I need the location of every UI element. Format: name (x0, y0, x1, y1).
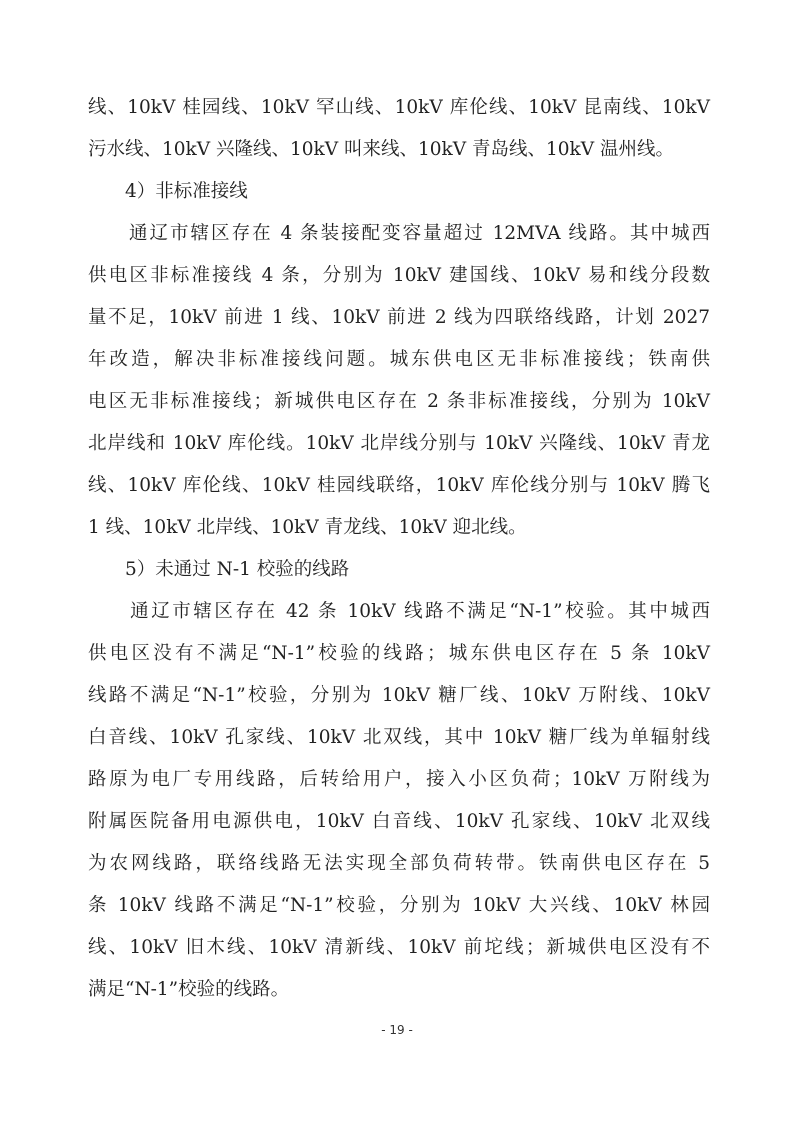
section-heading: 5）未通过 N-1 校验的线路 (88, 559, 350, 580)
body-text-line: 线、10kV 库伦线、10kV 桂园线联络，10kV 库伦线分别与 10kV 腾飞 (88, 475, 710, 496)
body-text-line: 附属医院备用电源供电，10kV 白音线、10kV 孔家线、10kV 北双线 (88, 811, 710, 832)
body-text-line: 线、10kV 桂园线、10kV 罕山线、10kV 库伦线、10kV 昆南线、10kV (88, 97, 710, 118)
body-text-line: 通辽市辖区存在 42 条 10kV 线路不满足“N-1”校验。其中城西 (88, 601, 710, 622)
body-text-line: 为农网线路，联络线路无法实现全部负荷转带。铁南供电区存在 5 (88, 853, 710, 874)
body-text-line: 供电区没有不满足“N-1”校验的线路；城东供电区存在 5 条 10kV (88, 643, 710, 664)
body-text-line: 满足“N-1”校验的线路。 (88, 979, 290, 1000)
body-text-line: 供电区非标准接线 4 条，分别为 10kV 建国线、10kV 易和线分段数 (88, 265, 710, 286)
body-text-line: 北岸线和 10kV 库伦线。10kV 北岸线分别与 10kV 兴隆线、10kV 青龙 (88, 433, 710, 454)
body-text-line: 路原为电厂专用线路，后转给用户，接入小区负荷；10kV 万附线为 (88, 769, 710, 790)
body-text-line: 年改造，解决非标准接线问题。城东供电区无非标准接线；铁南供 (88, 349, 710, 370)
body-text-line: 条 10kV 线路不满足“N-1”校验，分别为 10kV 大兴线、10kV 林园 (88, 895, 710, 916)
page-number: - 19 - (381, 1023, 413, 1037)
body-text-line: 电区无非标准接线；新城供电区存在 2 条非标准接线，分别为 10kV (88, 391, 710, 412)
body-text-line: 线、10kV 旧木线、10kV 清新线、10kV 前坨线；新城供电区没有不 (88, 937, 710, 958)
body-text-line: 1 线、10kV 北岸线、10kV 青龙线、10kV 迎北线。 (88, 517, 527, 538)
section-heading: 4）非标准接线 (88, 181, 248, 202)
body-text-line: 通辽市辖区存在 4 条装接配变容量超过 12MVA 线路。其中城西 (88, 223, 710, 244)
body-text-line: 白音线、10kV 孔家线、10kV 北双线，其中 10kV 糖厂线为单辐射线 (88, 727, 710, 748)
body-text-line: 污水线、10kV 兴隆线、10kV 叫来线、10kV 青岛线、10kV 温州线。 (88, 139, 674, 160)
body-text-line: 线路不满足“N-1”校验，分别为 10kV 糖厂线、10kV 万附线、10kV (88, 685, 710, 706)
body-text-line: 量不足，10kV 前进 1 线、10kV 前进 2 线为四联络线路，计划 2027 (88, 307, 710, 328)
